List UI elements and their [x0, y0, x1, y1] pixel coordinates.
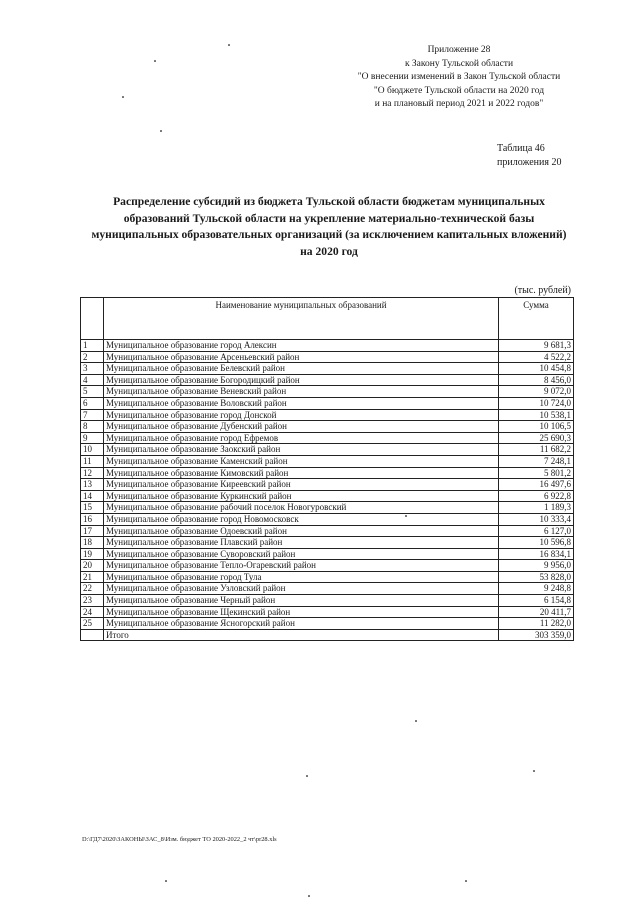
row-sum: 4 522,2: [499, 351, 574, 363]
scan-speck: [306, 775, 308, 777]
row-sum: 5 801,2: [499, 467, 574, 479]
table-row: [81, 340, 574, 352]
table-total-row: [81, 629, 574, 641]
table-row: [81, 351, 574, 363]
row-sum: 10 724,0: [499, 397, 574, 409]
row-number: 2: [81, 351, 104, 363]
total-number: [81, 629, 104, 641]
row-sum: 16 497,6: [499, 479, 574, 491]
table-body: [81, 340, 574, 641]
row-sum: 11 682,2: [499, 444, 574, 456]
row-sum: 6 127,0: [499, 525, 574, 537]
row-number: 7: [81, 409, 104, 421]
table-row: [81, 421, 574, 433]
row-name: Муниципальное образование Богородицкий район: [104, 374, 499, 386]
table-row: [81, 525, 574, 537]
row-number: 9: [81, 432, 104, 444]
row-number: 14: [81, 490, 104, 502]
row-name: Муниципальное образование рабочий поселок Новогуровский: [104, 502, 499, 514]
scan-speck: [165, 880, 167, 882]
row-sum: 25 690,3: [499, 432, 574, 444]
row-name: Муниципальное образование Заокский район: [104, 444, 499, 456]
table-row: [81, 595, 574, 607]
scan-speck: [154, 60, 156, 62]
row-number: 23: [81, 595, 104, 607]
row-number: 22: [81, 583, 104, 595]
appendix-line: к Закону Тульской области: [404, 58, 514, 69]
appendix-line: "О бюджете Тульской области на 2020 год: [373, 85, 545, 96]
row-sum: 16 834,1: [499, 548, 574, 560]
row-name: Муниципальное образование Тепло-Огаревский район: [104, 560, 499, 572]
table-row: [81, 397, 574, 409]
table-row: [81, 467, 574, 479]
table-row: [81, 490, 574, 502]
row-number: 15: [81, 502, 104, 514]
table-ref-line: приложения 20: [497, 156, 562, 168]
row-number: 18: [81, 537, 104, 549]
row-sum: 6 922,8: [499, 490, 574, 502]
scan-speck: [160, 130, 162, 132]
row-number: 13: [81, 479, 104, 491]
appendix-line: "О внесении изменений в Закон Тульской области: [357, 72, 561, 82]
scan-speck: [533, 770, 535, 772]
table-row: [81, 513, 574, 525]
row-sum: 9 681,3: [499, 340, 574, 352]
total-sum: 303 359,0: [499, 629, 574, 641]
row-name: Муниципальное образование город Ефремов: [104, 432, 499, 444]
row-number: 10: [81, 444, 104, 456]
table-row: [81, 502, 574, 514]
row-name: Муниципальное образование Черный район: [104, 595, 499, 607]
row-number: 11: [81, 455, 104, 467]
header-sum: Сумма: [499, 298, 574, 340]
row-number: 3: [81, 363, 104, 375]
row-sum: 53 828,0: [499, 571, 574, 583]
table-row: [81, 571, 574, 583]
scan-speck: [122, 96, 124, 98]
units-label: (тыс. рублей): [514, 285, 571, 296]
row-name: Муниципальное образование Суворовский район: [104, 548, 499, 560]
row-sum: 10 333,4: [499, 513, 574, 525]
row-name: Муниципальное образование Дубенский район: [104, 421, 499, 433]
row-name: Муниципальное образование Узловский район: [104, 583, 499, 595]
row-sum: 9 956,0: [499, 560, 574, 572]
row-number: 19: [81, 548, 104, 560]
row-sum: 10 596,8: [499, 537, 574, 549]
scan-speck: [308, 895, 310, 897]
row-name: Муниципальное образование город Тула: [104, 571, 499, 583]
row-sum: 7 248,1: [499, 455, 574, 467]
row-name: Муниципальное образование Арсеньевский район: [104, 351, 499, 363]
row-name: Муниципальное образование Одоевский район: [104, 525, 499, 537]
appendix-line: и на плановый период 2021 и 2022 годов": [374, 99, 544, 109]
row-sum: 10 538,1: [499, 409, 574, 421]
total-label: Итого: [104, 629, 499, 641]
row-name: Муниципальное образование город Алексин: [104, 340, 499, 352]
row-sum: 9 072,0: [499, 386, 574, 398]
row-sum: 10 106,5: [499, 421, 574, 433]
row-name: Муниципальное образование город Донской: [104, 409, 499, 421]
scan-speck: [415, 720, 417, 722]
row-number: 4: [81, 374, 104, 386]
table-row: [81, 374, 574, 386]
row-sum: 10 454,8: [499, 363, 574, 375]
table-row: [81, 479, 574, 491]
row-number: 20: [81, 560, 104, 572]
row-name: Муниципальное образование Куркинский район: [104, 490, 499, 502]
table-row: [81, 455, 574, 467]
row-name: Муниципальное образование Белевский район: [104, 363, 499, 375]
appendix-line: Приложение 28: [427, 45, 491, 55]
table-row: [81, 444, 574, 456]
appendix-header: [344, 44, 574, 112]
row-name: Муниципальное образование Каменский район: [104, 455, 499, 467]
row-name: Муниципальное образование Веневский район: [104, 386, 499, 398]
row-number: 6: [81, 397, 104, 409]
scan-speck: [405, 515, 407, 517]
table-header-row: [81, 298, 574, 340]
table-row: [81, 583, 574, 595]
table-row: [81, 363, 574, 375]
subsidy-table: [80, 297, 574, 641]
scan-speck: [465, 880, 467, 882]
table-row: [81, 432, 574, 444]
table-row: [81, 606, 574, 618]
row-sum: 6 154,8: [499, 595, 574, 607]
scan-speck: [228, 44, 230, 46]
table-ref-line: Таблица 46: [497, 143, 545, 154]
table-row: [81, 386, 574, 398]
row-sum: 1 189,3: [499, 502, 574, 514]
row-number: 21: [81, 571, 104, 583]
table-row: [81, 409, 574, 421]
row-name: Муниципальное образование Кимовский район: [104, 467, 499, 479]
table-row: [81, 618, 574, 630]
row-name: Муниципальное образование Плавский район: [104, 537, 499, 549]
row-sum: 8 456,0: [499, 374, 574, 386]
row-number: 17: [81, 525, 104, 537]
row-name: Муниципальное образование Воловский район: [104, 397, 499, 409]
table-row: [81, 537, 574, 549]
file-path-footer: D:\ГД7\2020\ЗАКОНЫ\ЗАС_8\Изм. бюджет ТО 2020-2022_2 чт\pr28.xls: [82, 836, 277, 843]
header-name: Наименование муниципальных образований: [104, 298, 499, 340]
row-number: 25: [81, 618, 104, 630]
table-row: [81, 560, 574, 572]
row-name: Муниципальное образование город Новомосковск: [104, 513, 499, 525]
row-sum: 9 248,8: [499, 583, 574, 595]
row-name: Муниципальное образование Киреевский район: [104, 479, 499, 491]
row-name: Муниципальное образование Щекинский район: [104, 606, 499, 618]
row-sum: 11 282,0: [499, 618, 574, 630]
row-number: 1: [81, 340, 104, 352]
row-number: 12: [81, 467, 104, 479]
table-row: [81, 548, 574, 560]
header-number: [81, 298, 104, 340]
row-number: 5: [81, 386, 104, 398]
table-reference: [497, 142, 561, 169]
row-number: 16: [81, 513, 104, 525]
document-title: Распределение субсидий из бюджета Тульской области бюджетам муниципальных образований Тульской области на укрепление материально-технической базы муниципальных образовательных организаций (за исключением капитальных вложений) на 2020 год: [91, 195, 567, 258]
row-number: 24: [81, 606, 104, 618]
row-sum: 20 411,7: [499, 606, 574, 618]
row-number: 8: [81, 421, 104, 433]
row-name: Муниципальное образование Ясногорский район: [104, 618, 499, 630]
